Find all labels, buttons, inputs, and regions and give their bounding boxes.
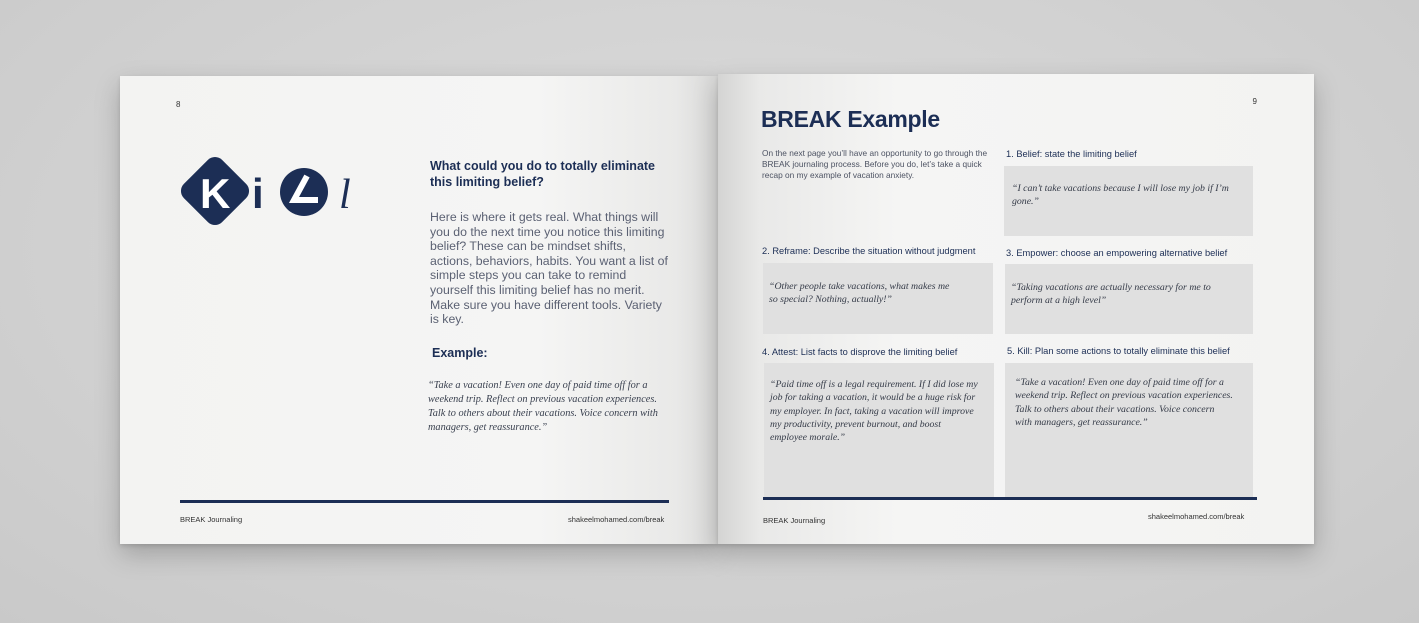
svg-text:K: K — [200, 170, 231, 217]
footer-rule — [180, 500, 669, 503]
step-reframe-box — [763, 263, 993, 334]
example-quote: “Take a vacation! Even one day of paid time off for a weekend trip. Reflect on previous vacation experiences. Talk to others about their vacations. Voice concern with managers, get reassurance.” — [428, 380, 658, 433]
footer-rule — [763, 497, 1257, 500]
svg-text:l: l — [339, 172, 351, 218]
footer-title: BREAK Journaling — [763, 516, 826, 525]
kill-diamond-logo — [176, 152, 372, 232]
footer-url: shakeelmohamed.com/break — [1148, 512, 1245, 521]
step-attest-box — [764, 363, 994, 497]
step-belief-label: 1. Belief: state the limiting belief — [1006, 149, 1137, 159]
body-text: Here is where it gets real. What things will you do the next time you notice this limiting belief? These can be mindset shifts, actions, behaviors, habits. You want a list of simple steps you can take to remind yourself this limiting belief has no merit. Make sure you have different tools. Variety is key. — [430, 210, 668, 327]
section-heading: What could you do to totally eliminate this limiting belief? — [430, 159, 656, 189]
step-kill-text: “Take a vacation! Even one day of paid time off for a weekend trip. Reflect on previous vacation experiences. Talk to others about their vacations. Voice concern with managers, get reassurance.” — [1015, 377, 1233, 428]
step-reframe-text: “Other people take vacations, what makes me so special? Nothing, actually!” — [769, 281, 950, 306]
step-empower-box — [1005, 264, 1253, 334]
intro-text: On the next page you’ll have an opportunity to go through the BREAK journaling process. Before you do, let’s take a quick recap on my example of vacation anxiety. — [762, 148, 988, 181]
step-empower-text: “Taking vacations are actually necessary for me to perform at a high level” — [1011, 282, 1211, 307]
svg-text:i: i — [252, 170, 264, 217]
step-kill-label: 5. Kill: Plan some actions to totally eliminate this belief — [1007, 346, 1230, 356]
page-number: 8 — [176, 100, 181, 109]
left-page — [120, 76, 718, 544]
step-belief-text: “I can’t take vacations because I will lose my job if I’m gone.” — [1012, 183, 1229, 208]
step-kill-box — [1005, 363, 1253, 497]
footer-url: shakeelmohamed.com/break — [568, 515, 665, 524]
right-page — [718, 74, 1314, 544]
page-number: 9 — [1252, 97, 1257, 106]
step-attest-label: 4. Attest: List facts to disprove the limiting belief — [762, 347, 958, 357]
step-reframe-label: 2. Reframe: Describe the situation without judgment — [762, 246, 976, 256]
example-label: Example: — [432, 346, 488, 360]
step-empower-label: 3. Empower: choose an empowering alternative belief — [1006, 248, 1228, 258]
page-title: BREAK Example — [761, 106, 940, 132]
footer-title: BREAK Journaling — [180, 515, 243, 524]
step-attest-text: “Paid time off is a legal requirement. If I did lose my job for taking a vacation, it would be a huge risk for my employer. In fact, taking a vacation will improve my productivity, prevent burnout, and boost employee morale.” — [770, 379, 978, 444]
step-belief-box — [1004, 166, 1253, 236]
